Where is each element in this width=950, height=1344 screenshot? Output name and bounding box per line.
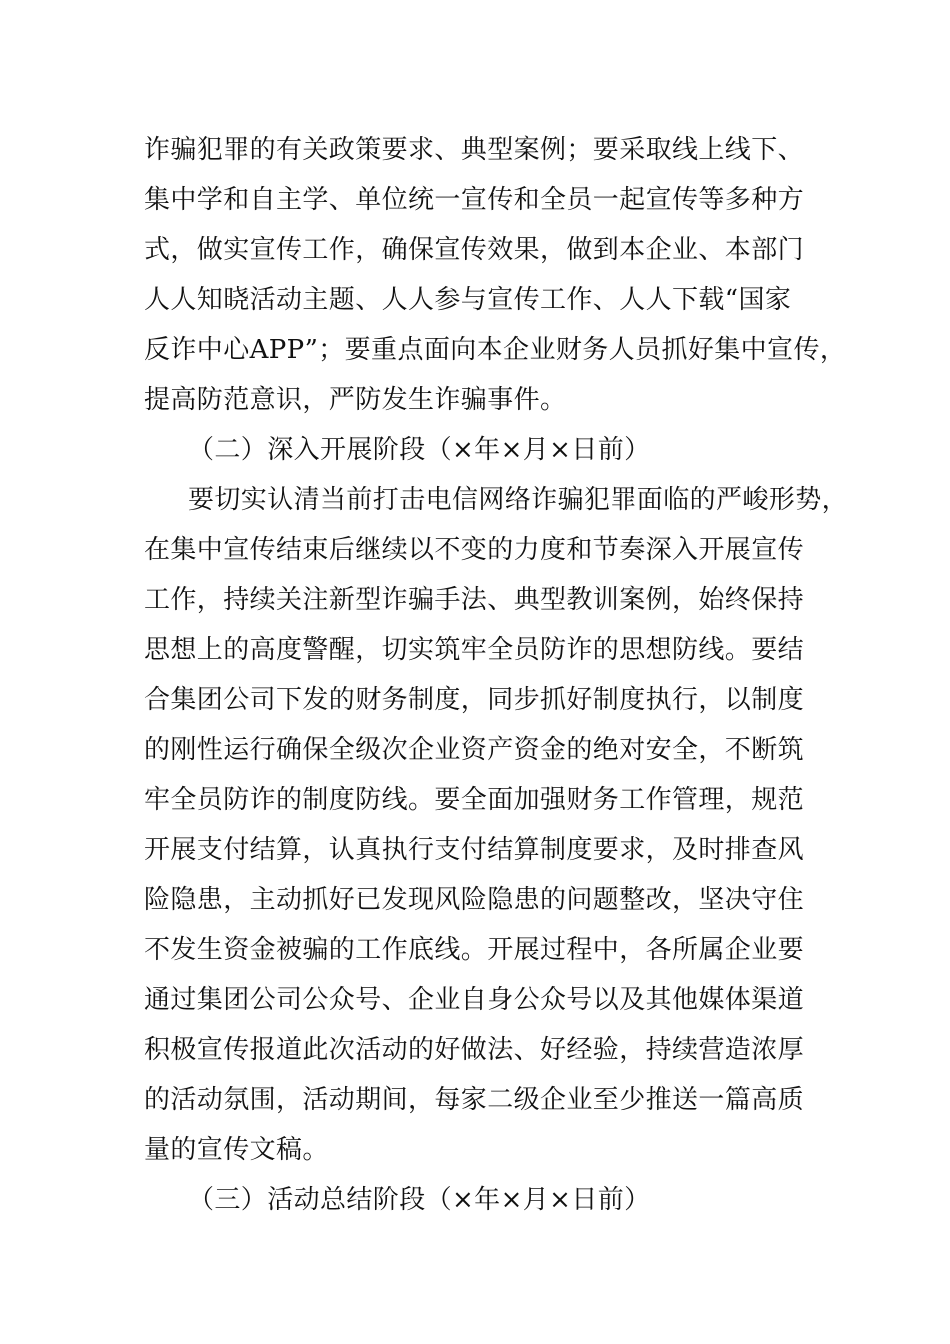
paragraph-1-line: 人人知晓活动主题、人人参与宣传工作、人人下载“国家 <box>144 285 792 315</box>
paragraph-2-line: 积极宣传报道此次活动的好做法、好经验，持续营造浓厚 <box>144 1035 805 1065</box>
paragraph-2-line: 险隐患，主动抓好已发现风险隐患的问题整改，坚决守住 <box>144 885 805 915</box>
paragraph-2-line: 合集团公司下发的财务制度，同步抓好制度执行，以制度 <box>144 685 805 715</box>
paragraph-2-line: 思想上的高度警醒，切实筑牢全员防诈的思想防线。要结 <box>144 635 805 665</box>
paragraph-2-line: 开展支付结算，认真执行支付结算制度要求，及时排查风 <box>144 835 805 865</box>
paragraph-2-line: 不发生资金被骗的工作底线。开展过程中，各所属企业要 <box>144 935 805 965</box>
paragraph-2-line: 工作，持续关注新型诈骗手法、典型教训案例，始终保持 <box>144 585 805 615</box>
paragraph-2-line: 的活动氛围，活动期间，每家二级企业至少推送一篇高质 <box>144 1085 805 1115</box>
paragraph-1-line: 提高防范意识，严防发生诈骗事件。 <box>144 385 567 415</box>
section-heading-2: （二）深入开展阶段（×年×月×日前） <box>188 435 651 465</box>
paragraph-1-line: 集中学和自主学、单位统一宣传和全员一起宣传等多种方 <box>144 185 805 215</box>
paragraph-2-line: 在集中宣传结束后继续以不变的力度和节奏深入开展宣传 <box>144 535 805 565</box>
paragraph-1-line: 诈骗犯罪的有关政策要求、典型案例；要采取线上线下、 <box>144 135 805 165</box>
paragraph-2-line: 要切实认清当前打击电信网络诈骗犯罪面临的严峻形势， <box>188 485 849 515</box>
paragraph-1-line: 式，做实宣传工作，确保宣传效果，做到本企业、本部门 <box>144 235 805 265</box>
paragraph-2-line: 量的宣传文稿。 <box>144 1135 329 1165</box>
paragraph-2-line: 牢全员防诈的制度防线。要全面加强财务工作管理，规范 <box>144 785 805 815</box>
paragraph-1-line: 反诈中心APP”；要重点面向本企业财务人员抓好集中宣传， <box>144 335 847 365</box>
section-heading-3: （三）活动总结阶段（×年×月×日前） <box>188 1185 651 1215</box>
paragraph-2-line: 的刚性运行确保全级次企业资产资金的绝对安全，不断筑 <box>144 735 805 765</box>
paragraph-2-line: 通过集团公司公众号、企业自身公众号以及其他媒体渠道 <box>144 985 805 1015</box>
